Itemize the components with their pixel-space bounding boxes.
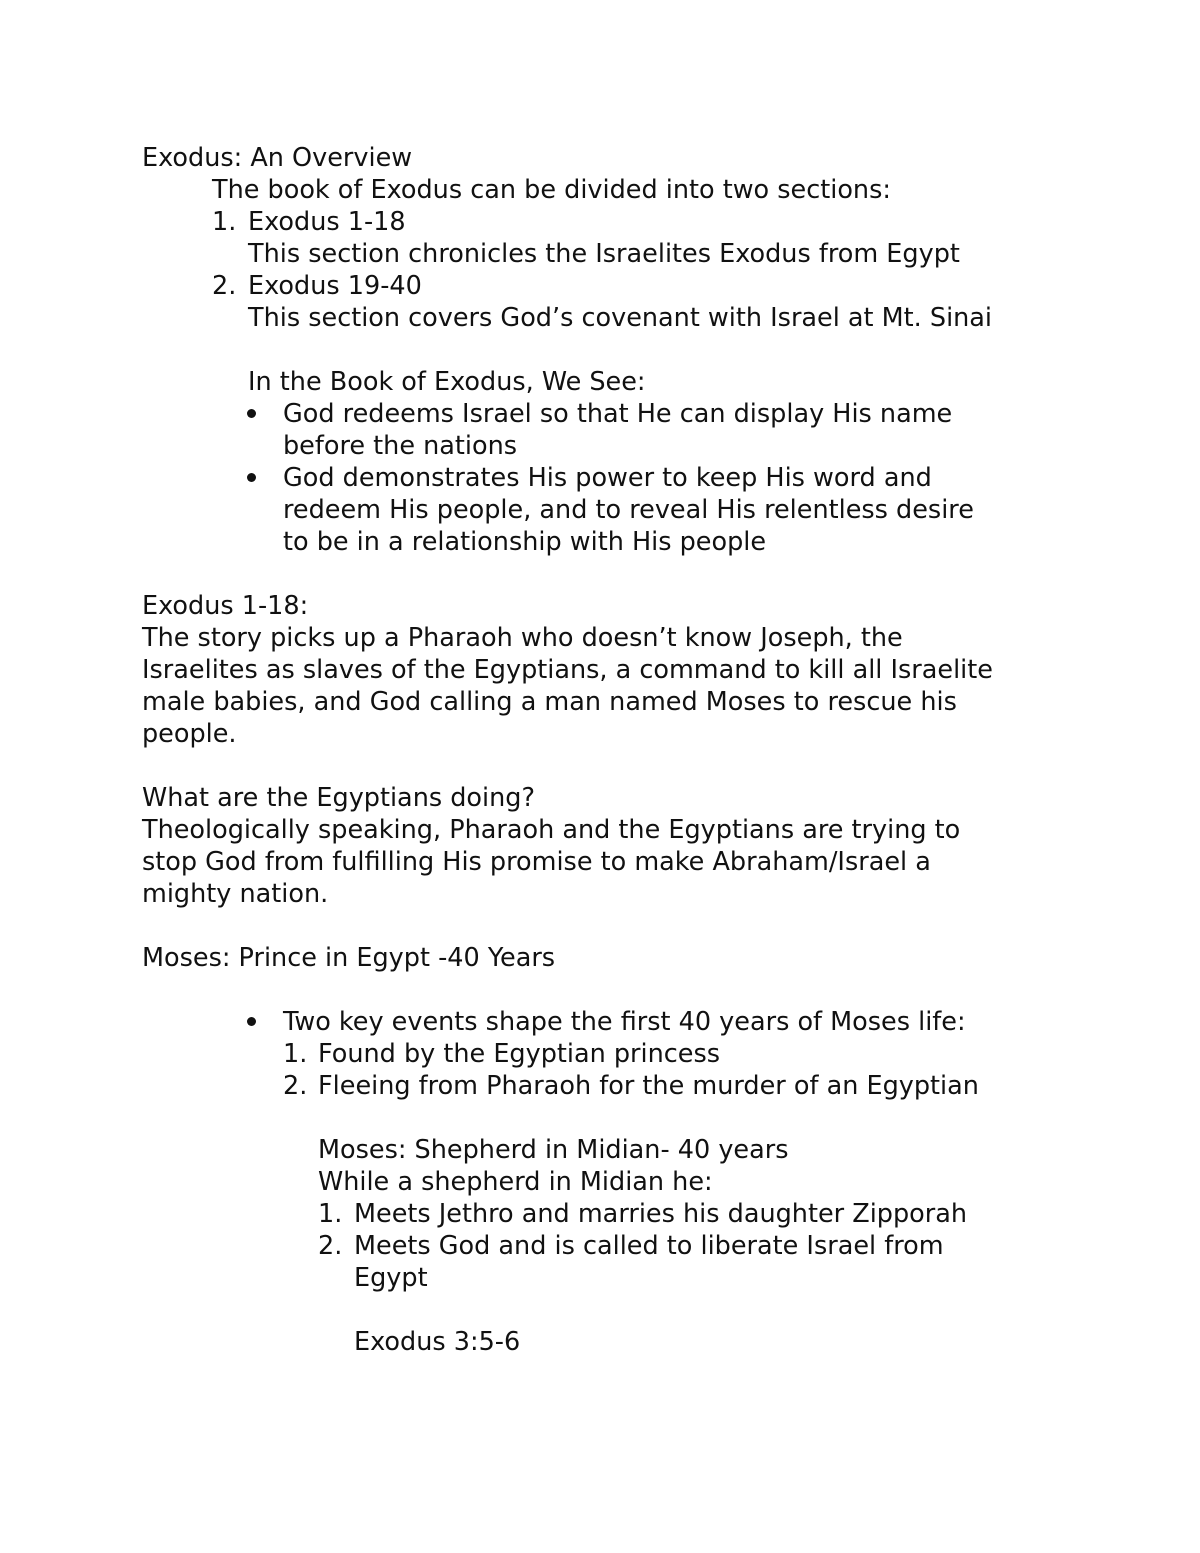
paragraph-line: mighty nation. xyxy=(142,879,329,909)
list-item: Meets Jethro and marries his daughter Zipporah xyxy=(354,1199,968,1229)
list-item: Fleeing from Pharaoh for the murder of an Egyptian xyxy=(318,1071,979,1101)
overview-title: Exodus: An Overview xyxy=(142,143,413,173)
section-heading: Exodus 19-40 xyxy=(248,271,422,301)
scripture-reference: Exodus 3:5-6 xyxy=(354,1327,521,1357)
paragraph-line: people. xyxy=(142,719,237,749)
paragraph-line: Israelites as slaves of the Egyptians, a command to kill all Israelite xyxy=(142,655,993,685)
paragraph-line: The story picks up a Pharaoh who doesn’t know Joseph, the xyxy=(142,623,903,653)
list-marker: 1. xyxy=(283,1039,308,1069)
overview-intro: The book of Exodus can be divided into two sections: xyxy=(212,175,891,205)
list-item: Found by the Egyptian princess xyxy=(318,1039,721,1069)
list-marker: 2. xyxy=(212,271,237,301)
list-marker: 2. xyxy=(318,1231,343,1261)
section-description: This section covers God’s covenant with Israel at Mt. Sinai xyxy=(248,303,993,333)
bullet-icon xyxy=(247,1017,256,1026)
list-marker: 2. xyxy=(283,1071,308,1101)
list-item: Egypt xyxy=(354,1263,428,1293)
section-heading: Moses: Prince in Egypt -40 Years xyxy=(142,943,556,973)
section-description: This section chronicles the Israelites Exodus from Egypt xyxy=(248,239,960,269)
list-marker: 1. xyxy=(318,1199,343,1229)
question-heading: What are the Egyptians doing? xyxy=(142,783,535,813)
paragraph-line: While a shepherd in Midian he: xyxy=(318,1167,713,1197)
bullet-icon xyxy=(247,409,256,418)
list-item: Meets God and is called to liberate Israel from xyxy=(354,1231,944,1261)
section-heading: Moses: Shepherd in Midian- 40 years xyxy=(318,1135,789,1165)
section-heading: Exodus 1-18 xyxy=(248,207,406,237)
paragraph-line: stop God from fulfilling His promise to make Abraham/Israel a xyxy=(142,847,931,877)
bullet-icon xyxy=(247,473,256,482)
we-see-heading: In the Book of Exodus, We See: xyxy=(248,367,646,397)
paragraph-line: male babies, and God calling a man named Moses to rescue his xyxy=(142,687,957,717)
bullet-text: before the nations xyxy=(283,431,518,461)
paragraph-line: Theologically speaking, Pharaoh and the Egyptians are trying to xyxy=(142,815,961,845)
bullet-text: God demonstrates His power to keep His word and xyxy=(283,463,932,493)
bullet-text: to be in a relationship with His people xyxy=(283,527,767,557)
bullet-text: Two key events shape the first 40 years of Moses life: xyxy=(283,1007,966,1037)
bullet-text: redeem His people, and to reveal His relentless desire xyxy=(283,495,974,525)
bullet-text: God redeems Israel so that He can display His name xyxy=(283,399,953,429)
list-marker: 1. xyxy=(212,207,237,237)
section-heading: Exodus 1-18: xyxy=(142,591,309,621)
